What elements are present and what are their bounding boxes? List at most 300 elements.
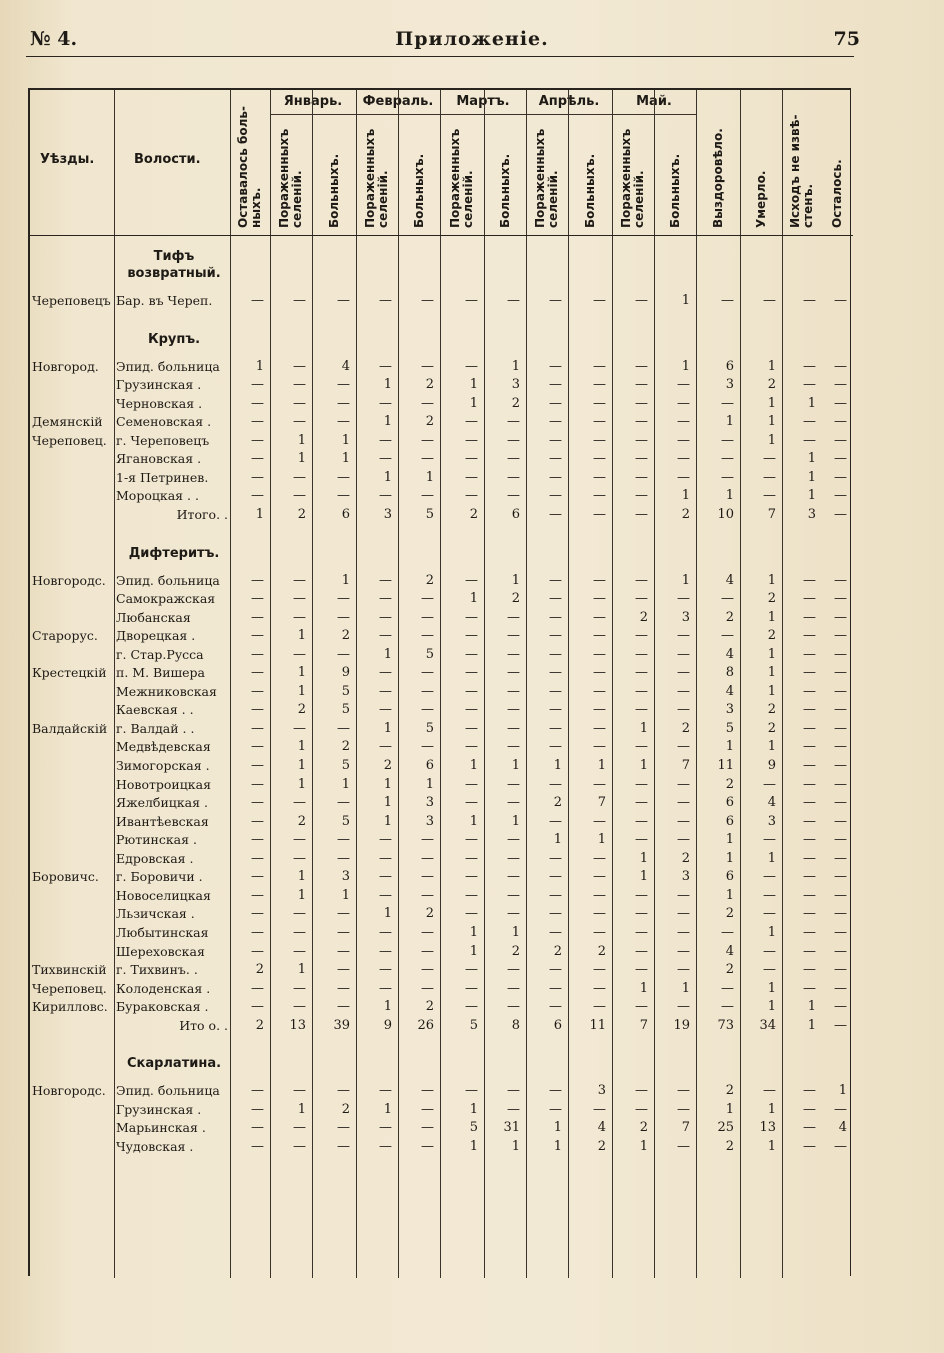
value-cell: — xyxy=(507,962,520,978)
value-cell: — xyxy=(251,720,264,736)
value-cell: — xyxy=(337,906,350,922)
value-cell: — xyxy=(593,469,606,485)
value-cell: — xyxy=(421,451,434,467)
value-cell: — xyxy=(251,980,264,996)
value-cell: — xyxy=(803,758,816,773)
col-header-sick: Больныхъ. xyxy=(667,153,682,228)
value-cell: 1 xyxy=(767,1138,776,1154)
month-underline xyxy=(526,114,612,115)
value-cell: — xyxy=(549,591,562,607)
table-row xyxy=(30,469,853,487)
value-cell: 26 xyxy=(417,1017,434,1033)
value-cell: 2 xyxy=(681,850,690,866)
value-cell: — xyxy=(635,739,648,755)
value-cell: — xyxy=(593,720,606,736)
volost-cell: г. Череповецъ xyxy=(116,432,210,448)
value-cell: 6 xyxy=(553,1017,562,1033)
uezd-cell: Новгородс. xyxy=(32,572,106,588)
value-cell: — xyxy=(677,1083,690,1099)
value-cell: 1 xyxy=(383,813,392,829)
value-cell: 2 xyxy=(597,943,606,959)
value-cell: — xyxy=(803,377,816,393)
value-cell: — xyxy=(635,943,648,959)
value-cell: 1 xyxy=(639,850,648,866)
value-cell: — xyxy=(635,683,648,699)
volost-cell: Рютинская . xyxy=(116,832,197,848)
value-cell: — xyxy=(379,850,392,866)
value-cell: 19 xyxy=(673,1017,690,1033)
page-title: Приложенiе. xyxy=(395,28,549,50)
value-cell: 4 xyxy=(725,943,734,959)
value-cell: — xyxy=(834,628,847,644)
value-cell: — xyxy=(635,887,648,903)
value-cell: 1 xyxy=(767,999,776,1015)
value-cell: 2 xyxy=(553,795,562,811)
value-cell: — xyxy=(593,869,606,885)
value-cell: — xyxy=(421,293,434,308)
value-cell: — xyxy=(593,609,606,625)
value-cell: — xyxy=(834,591,847,607)
value-cell: — xyxy=(803,358,816,374)
value-cell: — xyxy=(507,1083,520,1099)
value-cell: — xyxy=(834,1017,847,1033)
uezd-cell: Демянскiй xyxy=(32,414,103,430)
value-cell: — xyxy=(834,906,847,922)
value-cell: — xyxy=(677,702,690,718)
value-cell: — xyxy=(834,758,847,773)
value-cell: — xyxy=(465,869,478,885)
value-cell: — xyxy=(677,665,690,681)
value-cell: — xyxy=(763,906,776,922)
value-cell: — xyxy=(379,887,392,903)
value-cell: — xyxy=(549,720,562,736)
value-cell: — xyxy=(635,924,648,940)
value-cell: 1 xyxy=(767,646,776,662)
value-cell: — xyxy=(379,488,392,504)
column-rule xyxy=(440,90,441,1278)
value-cell: — xyxy=(721,980,734,996)
value-cell: 4 xyxy=(767,795,776,811)
col-header-remaining-end: Осталось. xyxy=(830,159,844,228)
value-cell: — xyxy=(593,293,606,308)
value-cell: — xyxy=(507,1101,520,1117)
uezd-cell: Валдайскiй xyxy=(32,720,108,736)
value-cell: 11 xyxy=(589,1017,606,1033)
value-cell: — xyxy=(834,887,847,903)
value-cell: 1 xyxy=(297,1101,306,1117)
table-row xyxy=(30,887,853,905)
value-cell: — xyxy=(721,469,734,485)
value-cell: — xyxy=(421,739,434,755)
value-cell: 3 xyxy=(725,377,734,393)
value-cell: 2 xyxy=(425,414,434,430)
section-title: Скарлатина. xyxy=(126,1056,222,1072)
value-cell: 7 xyxy=(681,1120,690,1136)
table-row xyxy=(30,646,853,664)
value-cell: — xyxy=(549,887,562,903)
value-cell: — xyxy=(465,980,478,996)
value-cell: 5 xyxy=(341,702,350,718)
volost-cell: Новоселицкая xyxy=(116,887,211,903)
value-cell: 1 xyxy=(383,906,392,922)
value-cell: — xyxy=(379,1138,392,1154)
value-cell: — xyxy=(293,1083,306,1099)
value-cell: 1 xyxy=(807,395,816,411)
table-row xyxy=(30,1138,853,1156)
value-cell: — xyxy=(549,999,562,1015)
value-cell: — xyxy=(549,488,562,504)
table-row xyxy=(30,1082,853,1100)
value-cell: — xyxy=(293,924,306,940)
value-cell: — xyxy=(763,869,776,885)
value-cell: — xyxy=(507,739,520,755)
value-cell: 3 xyxy=(425,813,434,829)
value-cell: — xyxy=(421,591,434,607)
value-cell: — xyxy=(549,924,562,940)
value-cell: — xyxy=(421,1083,434,1099)
volost-cell: Черновская . xyxy=(116,395,203,411)
value-cell: — xyxy=(677,739,690,755)
value-cell: — xyxy=(677,1101,690,1117)
value-cell: 1 xyxy=(681,293,690,308)
value-cell: — xyxy=(834,488,847,504)
value-cell: — xyxy=(549,628,562,644)
value-cell: — xyxy=(507,999,520,1015)
value-cell: — xyxy=(293,980,306,996)
value-cell: 2 xyxy=(725,1138,734,1154)
value-cell: — xyxy=(507,451,520,467)
value-cell: 3 xyxy=(725,702,734,718)
value-cell: 1 xyxy=(425,469,434,485)
value-cell: — xyxy=(337,832,350,848)
value-cell: — xyxy=(593,506,606,522)
value-cell: — xyxy=(293,832,306,848)
value-cell: — xyxy=(251,1120,264,1136)
value-cell: 1 xyxy=(255,358,264,374)
column-rule xyxy=(696,90,697,1278)
value-cell: — xyxy=(337,293,350,308)
value-cell: — xyxy=(421,1101,434,1117)
value-cell: 39 xyxy=(333,1017,350,1033)
value-cell: 1 xyxy=(469,591,478,607)
col-header-uezd: Уѣзды. xyxy=(40,152,95,167)
value-cell: 2 xyxy=(681,720,690,736)
value-cell: — xyxy=(421,628,434,644)
value-cell: 8 xyxy=(725,665,734,681)
value-cell: 1 xyxy=(511,1138,520,1154)
value-cell: 1 xyxy=(597,758,606,773)
value-cell: — xyxy=(677,395,690,411)
column-rule xyxy=(740,90,741,1278)
month-underline xyxy=(270,114,356,115)
value-cell: — xyxy=(549,293,562,308)
value-cell: — xyxy=(507,414,520,430)
value-cell: — xyxy=(251,869,264,885)
value-cell: — xyxy=(465,683,478,699)
value-cell: — xyxy=(549,572,562,588)
value-cell: 9 xyxy=(383,1017,392,1033)
value-cell: 73 xyxy=(717,1017,734,1033)
value-cell: — xyxy=(337,395,350,411)
value-cell: — xyxy=(251,414,264,430)
value-cell: — xyxy=(635,999,648,1015)
value-cell: — xyxy=(803,1101,816,1117)
value-cell: — xyxy=(803,795,816,811)
volost-cell: Итого. . xyxy=(176,506,228,522)
uezd-cell: Старорус. xyxy=(32,628,98,644)
value-cell: — xyxy=(803,1120,816,1136)
value-cell: 2 xyxy=(469,506,478,522)
value-cell: — xyxy=(549,776,562,792)
value-cell: 4 xyxy=(341,358,350,374)
value-cell: — xyxy=(293,999,306,1015)
month-underline xyxy=(440,114,526,115)
value-cell: 1 xyxy=(469,1101,478,1117)
value-cell: 5 xyxy=(469,1017,478,1033)
value-cell: — xyxy=(803,702,816,718)
month-header: Май. xyxy=(636,94,672,109)
value-cell: — xyxy=(421,1138,434,1154)
value-cell: — xyxy=(677,646,690,662)
value-cell: — xyxy=(507,628,520,644)
column-rule xyxy=(114,90,115,1278)
value-cell: — xyxy=(507,683,520,699)
value-cell: — xyxy=(803,665,816,681)
col-header-died: Умерло. xyxy=(753,170,768,228)
value-cell: 2 xyxy=(767,720,776,736)
value-cell: 1 xyxy=(297,739,306,755)
value-cell: — xyxy=(721,293,734,308)
value-cell: — xyxy=(834,720,847,736)
value-cell: 1 xyxy=(469,924,478,940)
volost-cell: Эпид. больница xyxy=(116,1083,220,1099)
value-cell: 2 xyxy=(297,506,306,522)
value-cell: — xyxy=(803,628,816,644)
value-cell: — xyxy=(251,377,264,393)
value-cell: — xyxy=(834,572,847,588)
value-cell: 1 xyxy=(807,999,816,1015)
value-cell: 1 xyxy=(767,850,776,866)
value-cell: 1 xyxy=(639,869,648,885)
value-cell: — xyxy=(337,1120,350,1136)
table-row xyxy=(30,943,853,961)
value-cell: — xyxy=(803,572,816,588)
value-cell: — xyxy=(834,646,847,662)
value-cell: — xyxy=(293,572,306,588)
value-cell: — xyxy=(593,813,606,829)
value-cell: — xyxy=(421,432,434,448)
value-cell: 1 xyxy=(725,414,734,430)
value-cell: — xyxy=(507,646,520,662)
value-cell: 1 xyxy=(553,832,562,848)
section-title: Тифъ возвратный. xyxy=(127,249,221,281)
value-cell: — xyxy=(379,432,392,448)
volost-cell: Едровская . xyxy=(116,850,194,866)
value-cell: — xyxy=(677,432,690,448)
value-cell: 6 xyxy=(511,506,520,522)
table-row xyxy=(30,572,853,590)
value-cell: — xyxy=(337,850,350,866)
value-cell: 1 xyxy=(297,665,306,681)
value-cell: 11 xyxy=(717,758,734,773)
table-row xyxy=(30,683,853,701)
value-cell: — xyxy=(635,1083,648,1099)
uezd-cell: Кирилловс. xyxy=(32,999,108,1015)
value-cell: — xyxy=(721,999,734,1015)
value-cell: — xyxy=(549,1101,562,1117)
table-row xyxy=(30,980,853,998)
volost-cell: Семеновская . xyxy=(116,414,212,430)
value-cell: — xyxy=(593,906,606,922)
value-cell: — xyxy=(465,1083,478,1099)
value-cell: 2 xyxy=(767,702,776,718)
value-cell: 2 xyxy=(341,739,350,755)
value-cell: — xyxy=(549,609,562,625)
value-cell: 5 xyxy=(425,506,434,522)
value-cell: — xyxy=(593,665,606,681)
value-cell: 2 xyxy=(297,813,306,829)
page-number: 75 xyxy=(833,28,860,50)
value-cell: 1 xyxy=(469,943,478,959)
value-cell: — xyxy=(549,665,562,681)
value-cell: — xyxy=(763,776,776,792)
uezd-cell: Новгород. xyxy=(32,358,99,374)
volost-cell: Любанская xyxy=(116,609,191,625)
value-cell: — xyxy=(763,293,776,308)
table-row xyxy=(30,831,853,849)
table-row xyxy=(30,905,853,923)
value-cell: 1 xyxy=(807,451,816,467)
value-cell: — xyxy=(549,906,562,922)
value-cell: 1 xyxy=(767,358,776,374)
volost-cell: Ягановская . xyxy=(116,451,202,467)
table-row xyxy=(30,664,853,682)
value-cell: — xyxy=(337,999,350,1015)
value-cell: — xyxy=(635,377,648,393)
value-cell: — xyxy=(251,469,264,485)
value-cell: — xyxy=(465,795,478,811)
value-cell: — xyxy=(834,1101,847,1117)
value-cell: 1 xyxy=(511,813,520,829)
value-cell: — xyxy=(379,869,392,885)
value-cell: — xyxy=(337,1083,350,1099)
value-cell: — xyxy=(549,702,562,718)
table-row xyxy=(30,395,853,413)
value-cell: — xyxy=(549,395,562,411)
value-cell: — xyxy=(421,962,434,978)
col-header-sick: Больныхъ. xyxy=(497,153,512,228)
value-cell: — xyxy=(251,832,264,848)
table-row xyxy=(30,627,853,645)
value-cell: — xyxy=(803,850,816,866)
value-cell: — xyxy=(293,646,306,662)
value-cell: — xyxy=(421,869,434,885)
value-cell: 2 xyxy=(255,1017,264,1033)
value-cell: — xyxy=(337,488,350,504)
uezd-cell: Череповецъ xyxy=(32,293,111,308)
header-bottom-rule xyxy=(30,235,853,236)
column-rule xyxy=(612,90,613,1278)
value-cell: — xyxy=(379,665,392,681)
value-cell: 1 xyxy=(383,414,392,430)
value-cell: — xyxy=(507,832,520,848)
value-cell: — xyxy=(251,906,264,922)
value-cell: — xyxy=(593,451,606,467)
value-cell: — xyxy=(293,1138,306,1154)
header-rule xyxy=(26,56,854,57)
value-cell: — xyxy=(677,469,690,485)
value-cell: — xyxy=(421,665,434,681)
value-cell: 1 xyxy=(341,776,350,792)
value-cell: — xyxy=(251,813,264,829)
volost-cell: Марьинская . xyxy=(116,1120,206,1136)
value-cell: — xyxy=(635,414,648,430)
value-cell: — xyxy=(677,887,690,903)
value-cell: 1 xyxy=(383,720,392,736)
value-cell: — xyxy=(465,887,478,903)
value-cell: — xyxy=(465,414,478,430)
value-cell: — xyxy=(549,469,562,485)
volost-cell: Льзичская . xyxy=(116,906,195,922)
table-row xyxy=(30,376,853,394)
value-cell: 1 xyxy=(639,758,648,773)
value-cell: — xyxy=(763,469,776,485)
col-header-volost: Волости. xyxy=(134,152,201,167)
value-cell: — xyxy=(293,795,306,811)
value-cell: 1 xyxy=(807,488,816,504)
value-cell: — xyxy=(251,628,264,644)
value-cell: 6 xyxy=(725,795,734,811)
value-cell: 1 xyxy=(767,683,776,699)
value-cell: — xyxy=(379,293,392,308)
value-cell: — xyxy=(507,720,520,736)
value-cell: 1 xyxy=(341,432,350,448)
value-cell: 6 xyxy=(725,869,734,885)
value-cell: 2 xyxy=(597,1138,606,1154)
value-cell: — xyxy=(379,572,392,588)
value-cell: — xyxy=(763,962,776,978)
value-cell: — xyxy=(635,358,648,374)
value-cell: — xyxy=(465,358,478,374)
volost-cell: Ито о. . xyxy=(179,1017,228,1033)
value-cell: 2 xyxy=(639,1120,648,1136)
value-cell: — xyxy=(549,414,562,430)
uezd-cell: Крестецкiй xyxy=(32,665,107,681)
value-cell: — xyxy=(507,293,520,308)
value-cell: — xyxy=(803,739,816,755)
value-cell: — xyxy=(251,591,264,607)
table-row xyxy=(30,776,853,794)
table-row xyxy=(30,609,853,627)
uezd-cell: Череповец. xyxy=(32,432,107,448)
value-cell: — xyxy=(635,293,648,308)
value-cell: — xyxy=(379,943,392,959)
value-cell: 3 xyxy=(681,609,690,625)
value-cell: — xyxy=(803,980,816,996)
table-row xyxy=(30,794,853,812)
value-cell: 6 xyxy=(725,358,734,374)
value-cell: 1 xyxy=(767,665,776,681)
value-cell: — xyxy=(593,850,606,866)
table-row xyxy=(30,850,853,868)
value-cell: — xyxy=(677,1138,690,1154)
value-cell: — xyxy=(763,943,776,959)
value-cell: — xyxy=(251,395,264,411)
value-cell: 1 xyxy=(639,1138,648,1154)
value-cell: 1 xyxy=(383,999,392,1015)
value-cell: 2 xyxy=(725,609,734,625)
value-cell: — xyxy=(337,924,350,940)
